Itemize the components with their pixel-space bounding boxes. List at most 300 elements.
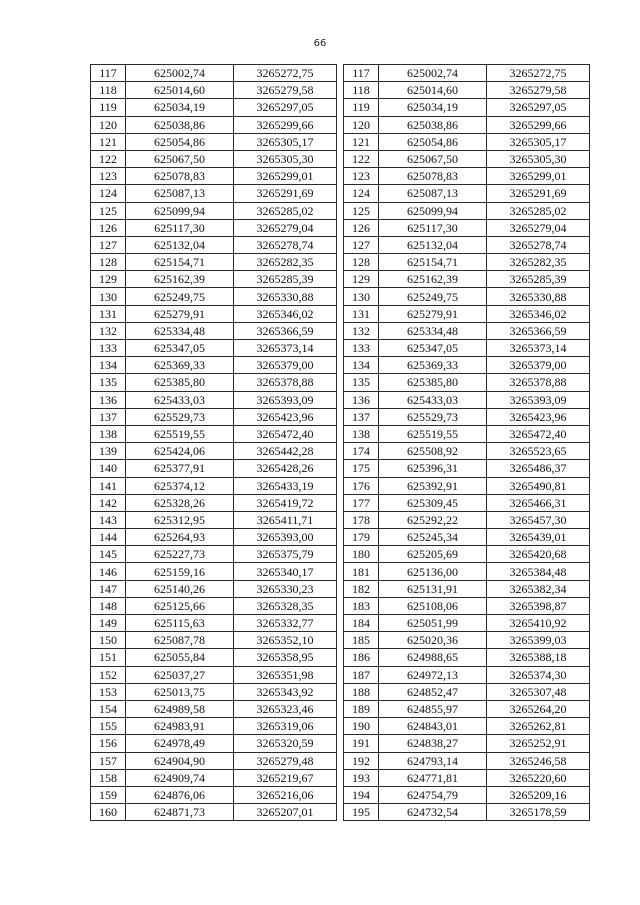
y-coordinate-cell: 3265442,28 [234, 443, 337, 460]
point-number-cell: 120 [91, 116, 126, 133]
table-row [344, 116, 590, 133]
table-row [91, 597, 337, 614]
y-coordinate-cell: 3265358,95 [234, 649, 337, 666]
y-coordinate-cell: 3265219,67 [234, 769, 337, 786]
point-number-cell: 132 [344, 322, 379, 339]
point-number-cell: 125 [91, 202, 126, 219]
table-row [344, 254, 590, 271]
table-row [91, 735, 337, 752]
point-number-cell: 118 [344, 82, 379, 99]
y-coordinate-cell: 3265299,66 [487, 116, 590, 133]
x-coordinate-cell: 625162,39 [126, 271, 234, 288]
y-coordinate-cell: 3265299,01 [487, 168, 590, 185]
y-coordinate-cell: 3265393,09 [487, 391, 590, 408]
table-row [344, 546, 590, 563]
x-coordinate-cell: 625519,55 [379, 425, 487, 442]
x-coordinate-cell: 625078,83 [379, 168, 487, 185]
x-coordinate-cell: 625020,36 [379, 632, 487, 649]
y-coordinate-cell: 3265305,30 [234, 150, 337, 167]
x-coordinate-cell: 625369,33 [379, 357, 487, 374]
x-coordinate-cell: 625117,30 [379, 219, 487, 236]
table-row [344, 65, 590, 82]
x-coordinate-cell: 624852,47 [379, 683, 487, 700]
x-coordinate-cell: 625034,19 [379, 99, 487, 116]
table-row [91, 443, 337, 460]
table-row [91, 236, 337, 253]
table-row [91, 150, 337, 167]
x-coordinate-cell: 625279,91 [379, 305, 487, 322]
x-coordinate-cell: 625131,91 [379, 580, 487, 597]
x-coordinate-cell: 625054,86 [126, 133, 234, 150]
x-coordinate-cell: 625132,04 [379, 236, 487, 253]
table-row [344, 219, 590, 236]
x-coordinate-cell: 625227,73 [126, 546, 234, 563]
point-number-cell: 156 [91, 735, 126, 752]
x-coordinate-cell: 624754,79 [379, 786, 487, 803]
x-coordinate-cell: 625392,91 [379, 477, 487, 494]
x-coordinate-cell: 625249,75 [379, 288, 487, 305]
point-number-cell: 182 [344, 580, 379, 597]
x-coordinate-cell: 624972,13 [379, 666, 487, 683]
x-coordinate-cell: 625067,50 [379, 150, 487, 167]
point-number-cell: 143 [91, 511, 126, 528]
x-coordinate-cell: 625396,31 [379, 460, 487, 477]
y-coordinate-cell: 3265279,58 [487, 82, 590, 99]
point-number-cell: 187 [344, 666, 379, 683]
y-coordinate-cell: 3265279,48 [234, 752, 337, 769]
table-row [91, 391, 337, 408]
point-number-cell: 124 [91, 185, 126, 202]
table-row [344, 649, 590, 666]
point-number-cell: 194 [344, 786, 379, 803]
table-row [344, 529, 590, 546]
y-coordinate-cell: 3265320,59 [234, 735, 337, 752]
y-coordinate-cell: 3265279,58 [234, 82, 337, 99]
point-number-cell: 125 [344, 202, 379, 219]
y-coordinate-cell: 3265285,02 [487, 202, 590, 219]
y-coordinate-cell: 3265346,02 [234, 305, 337, 322]
point-number-cell: 160 [91, 804, 126, 821]
x-coordinate-cell: 624838,27 [379, 735, 487, 752]
point-number-cell: 121 [344, 133, 379, 150]
y-coordinate-cell: 3265490,81 [487, 477, 590, 494]
table-row [344, 786, 590, 803]
table-row [344, 168, 590, 185]
x-coordinate-cell: 625117,30 [126, 219, 234, 236]
y-coordinate-cell: 3265297,05 [234, 99, 337, 116]
y-coordinate-cell: 3265366,59 [234, 322, 337, 339]
table-row [91, 254, 337, 271]
table-row [344, 632, 590, 649]
point-number-cell: 158 [91, 769, 126, 786]
table-row [344, 340, 590, 357]
table-row [344, 460, 590, 477]
table-row [344, 443, 590, 460]
x-coordinate-cell: 625347,05 [379, 340, 487, 357]
table-row [344, 408, 590, 425]
x-coordinate-cell: 625051,99 [379, 615, 487, 632]
point-number-cell: 129 [91, 271, 126, 288]
x-coordinate-cell: 625309,45 [379, 494, 487, 511]
point-number-cell: 123 [91, 168, 126, 185]
y-coordinate-cell: 3265178,59 [487, 804, 590, 821]
table-row [344, 563, 590, 580]
point-number-cell: 117 [91, 65, 126, 82]
x-coordinate-cell: 625099,94 [379, 202, 487, 219]
point-number-cell: 126 [91, 219, 126, 236]
point-number-cell: 120 [344, 116, 379, 133]
y-coordinate-cell: 3265285,02 [234, 202, 337, 219]
table-row [344, 185, 590, 202]
point-number-cell: 126 [344, 219, 379, 236]
x-coordinate-cell: 625385,80 [379, 374, 487, 391]
y-coordinate-cell: 3265340,17 [234, 563, 337, 580]
point-number-cell: 122 [91, 150, 126, 167]
point-number-cell: 146 [91, 563, 126, 580]
table-row [91, 82, 337, 99]
table-row [91, 666, 337, 683]
point-number-cell: 154 [91, 700, 126, 717]
table-row [344, 374, 590, 391]
y-coordinate-cell: 3265366,59 [487, 322, 590, 339]
y-coordinate-cell: 3265393,00 [234, 529, 337, 546]
y-coordinate-cell: 3265207,01 [234, 804, 337, 821]
y-coordinate-cell: 3265384,48 [487, 563, 590, 580]
point-number-cell: 193 [344, 769, 379, 786]
point-number-cell: 177 [344, 494, 379, 511]
y-coordinate-cell: 3265291,69 [487, 185, 590, 202]
table-row [344, 150, 590, 167]
table-row [344, 683, 590, 700]
y-coordinate-cell: 3265330,88 [234, 288, 337, 305]
point-number-cell: 153 [91, 683, 126, 700]
table-row [344, 133, 590, 150]
point-number-cell: 176 [344, 477, 379, 494]
point-number-cell: 121 [91, 133, 126, 150]
y-coordinate-cell: 3265378,88 [487, 374, 590, 391]
point-number-cell: 119 [344, 99, 379, 116]
point-number-cell: 145 [91, 546, 126, 563]
table-row [344, 322, 590, 339]
table-row [344, 425, 590, 442]
point-number-cell: 135 [91, 374, 126, 391]
y-coordinate-cell: 3265279,04 [234, 219, 337, 236]
table-row [91, 340, 337, 357]
x-coordinate-cell: 625245,34 [379, 529, 487, 546]
y-coordinate-cell: 3265378,88 [234, 374, 337, 391]
table-row [91, 116, 337, 133]
point-number-cell: 135 [344, 374, 379, 391]
table-row [344, 580, 590, 597]
point-number-cell: 150 [91, 632, 126, 649]
table-row [91, 683, 337, 700]
table-row [91, 752, 337, 769]
x-coordinate-cell: 625334,48 [126, 322, 234, 339]
y-coordinate-cell: 3265411,71 [234, 511, 337, 528]
table-row [91, 99, 337, 116]
x-coordinate-cell: 625014,60 [379, 82, 487, 99]
x-coordinate-cell: 625312,95 [126, 511, 234, 528]
y-coordinate-cell: 3265246,58 [487, 752, 590, 769]
point-number-cell: 185 [344, 632, 379, 649]
point-number-cell: 127 [344, 236, 379, 253]
y-coordinate-cell: 3265472,40 [487, 425, 590, 442]
point-number-cell: 181 [344, 563, 379, 580]
table-row [91, 271, 337, 288]
y-coordinate-cell: 3265374,30 [487, 666, 590, 683]
y-coordinate-cell: 3265410,92 [487, 615, 590, 632]
table-row [344, 357, 590, 374]
table-row [91, 374, 337, 391]
point-number-cell: 152 [91, 666, 126, 683]
table-row [91, 563, 337, 580]
x-coordinate-cell: 624855,97 [379, 700, 487, 717]
table-body-left [91, 65, 337, 821]
point-number-cell: 136 [91, 391, 126, 408]
point-number-cell: 136 [344, 391, 379, 408]
x-coordinate-cell: 625002,74 [379, 65, 487, 82]
x-coordinate-cell: 625125,66 [126, 597, 234, 614]
y-coordinate-cell: 3265379,00 [487, 357, 590, 374]
point-number-cell: 148 [91, 597, 126, 614]
x-coordinate-cell: 625205,69 [379, 546, 487, 563]
x-coordinate-cell: 625115,63 [126, 615, 234, 632]
x-coordinate-cell: 625132,04 [126, 236, 234, 253]
point-number-cell: 157 [91, 752, 126, 769]
table-row [344, 99, 590, 116]
table-row [91, 408, 337, 425]
x-coordinate-cell: 625377,91 [126, 460, 234, 477]
point-number-cell: 147 [91, 580, 126, 597]
x-coordinate-cell: 624988,65 [379, 649, 487, 666]
point-number-cell: 174 [344, 443, 379, 460]
y-coordinate-cell: 3265285,39 [487, 271, 590, 288]
x-coordinate-cell: 625136,00 [379, 563, 487, 580]
table-row [344, 597, 590, 614]
y-coordinate-cell: 3265486,37 [487, 460, 590, 477]
point-number-cell: 175 [344, 460, 379, 477]
x-coordinate-cell: 625529,73 [379, 408, 487, 425]
point-number-cell: 128 [91, 254, 126, 271]
table-row [344, 769, 590, 786]
x-coordinate-cell: 624793,14 [379, 752, 487, 769]
y-coordinate-cell: 3265305,30 [487, 150, 590, 167]
table-row [344, 718, 590, 735]
x-coordinate-cell: 625162,39 [379, 271, 487, 288]
point-number-cell: 137 [91, 408, 126, 425]
point-number-cell: 134 [91, 357, 126, 374]
table-row [91, 546, 337, 563]
x-coordinate-cell: 625433,03 [126, 391, 234, 408]
y-coordinate-cell: 3265393,09 [234, 391, 337, 408]
y-coordinate-cell: 3265272,75 [234, 65, 337, 82]
point-number-cell: 124 [344, 185, 379, 202]
y-coordinate-cell: 3265285,39 [234, 271, 337, 288]
table-row [344, 666, 590, 683]
table-row [91, 786, 337, 803]
point-number-cell: 191 [344, 735, 379, 752]
table-row [344, 305, 590, 322]
table-body-right [344, 65, 590, 821]
x-coordinate-cell: 625038,86 [126, 116, 234, 133]
y-coordinate-cell: 3265291,69 [234, 185, 337, 202]
point-number-cell: 129 [344, 271, 379, 288]
y-coordinate-cell: 3265423,96 [234, 408, 337, 425]
y-coordinate-cell: 3265282,35 [234, 254, 337, 271]
x-coordinate-cell: 625385,80 [126, 374, 234, 391]
y-coordinate-cell: 3265399,03 [487, 632, 590, 649]
y-coordinate-cell: 3265209,16 [487, 786, 590, 803]
table-row [91, 769, 337, 786]
point-number-cell: 137 [344, 408, 379, 425]
point-number-cell: 180 [344, 546, 379, 563]
point-number-cell: 139 [91, 443, 126, 460]
y-coordinate-cell: 3265216,06 [234, 786, 337, 803]
x-coordinate-cell: 624843,01 [379, 718, 487, 735]
x-coordinate-cell: 625034,19 [126, 99, 234, 116]
x-coordinate-cell: 625014,60 [126, 82, 234, 99]
table-row [91, 718, 337, 735]
y-coordinate-cell: 3265279,04 [487, 219, 590, 236]
x-coordinate-cell: 625087,13 [126, 185, 234, 202]
point-number-cell: 138 [91, 425, 126, 442]
point-number-cell: 130 [344, 288, 379, 305]
y-coordinate-cell: 3265307,48 [487, 683, 590, 700]
point-number-cell: 183 [344, 597, 379, 614]
y-coordinate-cell: 3265278,74 [234, 236, 337, 253]
x-coordinate-cell: 625054,86 [379, 133, 487, 150]
y-coordinate-cell: 3265398,87 [487, 597, 590, 614]
table-row [344, 615, 590, 632]
x-coordinate-cell: 625037,27 [126, 666, 234, 683]
table-row [91, 65, 337, 82]
y-coordinate-cell: 3265439,01 [487, 529, 590, 546]
table-row [91, 357, 337, 374]
table-row [344, 700, 590, 717]
point-number-cell: 140 [91, 460, 126, 477]
point-number-cell: 131 [344, 305, 379, 322]
table-row [91, 511, 337, 528]
point-number-cell: 159 [91, 786, 126, 803]
x-coordinate-cell: 625292,22 [379, 511, 487, 528]
point-number-cell: 130 [91, 288, 126, 305]
point-number-cell: 141 [91, 477, 126, 494]
x-coordinate-cell: 625279,91 [126, 305, 234, 322]
point-number-cell: 117 [344, 65, 379, 82]
x-coordinate-cell: 625334,48 [379, 322, 487, 339]
y-coordinate-cell: 3265523,65 [487, 443, 590, 460]
x-coordinate-cell: 624876,06 [126, 786, 234, 803]
point-number-cell: 131 [91, 305, 126, 322]
table-row [344, 202, 590, 219]
table-row [344, 752, 590, 769]
table-row [91, 700, 337, 717]
y-coordinate-cell: 3265373,14 [234, 340, 337, 357]
x-coordinate-cell: 625087,78 [126, 632, 234, 649]
y-coordinate-cell: 3265299,01 [234, 168, 337, 185]
x-coordinate-cell: 625519,55 [126, 425, 234, 442]
x-coordinate-cell: 625087,13 [379, 185, 487, 202]
table-row [344, 271, 590, 288]
y-coordinate-cell: 3265373,14 [487, 340, 590, 357]
x-coordinate-cell: 624989,58 [126, 700, 234, 717]
point-number-cell: 132 [91, 322, 126, 339]
table-row [91, 168, 337, 185]
y-coordinate-cell: 3265472,40 [234, 425, 337, 442]
y-coordinate-cell: 3265428,26 [234, 460, 337, 477]
table-row [91, 649, 337, 666]
table-row [91, 460, 337, 477]
y-coordinate-cell: 3265351,98 [234, 666, 337, 683]
x-coordinate-cell: 625108,06 [379, 597, 487, 614]
table-row [91, 133, 337, 150]
x-coordinate-cell: 625154,71 [379, 254, 487, 271]
point-number-cell: 186 [344, 649, 379, 666]
table-row [91, 477, 337, 494]
y-coordinate-cell: 3265420,68 [487, 546, 590, 563]
x-coordinate-cell: 624871,73 [126, 804, 234, 821]
table-row [91, 322, 337, 339]
x-coordinate-cell: 624732,54 [379, 804, 487, 821]
x-coordinate-cell: 625067,50 [126, 150, 234, 167]
x-coordinate-cell: 625154,71 [126, 254, 234, 271]
y-coordinate-cell: 3265297,05 [487, 99, 590, 116]
point-number-cell: 179 [344, 529, 379, 546]
y-coordinate-cell: 3265375,79 [234, 546, 337, 563]
x-coordinate-cell: 624983,91 [126, 718, 234, 735]
point-number-cell: 192 [344, 752, 379, 769]
x-coordinate-cell: 624771,81 [379, 769, 487, 786]
y-coordinate-cell: 3265433,19 [234, 477, 337, 494]
point-number-cell: 195 [344, 804, 379, 821]
point-number-cell: 155 [91, 718, 126, 735]
table-row [344, 804, 590, 821]
x-coordinate-cell: 625529,73 [126, 408, 234, 425]
x-coordinate-cell: 625369,33 [126, 357, 234, 374]
table-row [91, 632, 337, 649]
x-coordinate-cell: 625347,05 [126, 340, 234, 357]
y-coordinate-cell: 3265323,46 [234, 700, 337, 717]
x-coordinate-cell: 625140,26 [126, 580, 234, 597]
table-row [91, 615, 337, 632]
y-coordinate-cell: 3265343,92 [234, 683, 337, 700]
table-row [91, 202, 337, 219]
table-row [344, 735, 590, 752]
x-coordinate-cell: 625374,12 [126, 477, 234, 494]
point-number-cell: 144 [91, 529, 126, 546]
y-coordinate-cell: 3265379,00 [234, 357, 337, 374]
x-coordinate-cell: 624909,74 [126, 769, 234, 786]
coordinates-table-right [343, 64, 590, 821]
table-row [91, 185, 337, 202]
point-number-cell: 189 [344, 700, 379, 717]
point-number-cell: 151 [91, 649, 126, 666]
x-coordinate-cell: 624978,49 [126, 735, 234, 752]
y-coordinate-cell: 3265264,20 [487, 700, 590, 717]
table-row [344, 236, 590, 253]
point-number-cell: 190 [344, 718, 379, 735]
point-number-cell: 118 [91, 82, 126, 99]
x-coordinate-cell: 624904,90 [126, 752, 234, 769]
y-coordinate-cell: 3265305,17 [487, 133, 590, 150]
point-number-cell: 119 [91, 99, 126, 116]
table-row [344, 494, 590, 511]
x-coordinate-cell: 625013,75 [126, 683, 234, 700]
table-row [91, 494, 337, 511]
table-row [91, 425, 337, 442]
x-coordinate-cell: 625508,92 [379, 443, 487, 460]
y-coordinate-cell: 3265466,31 [487, 494, 590, 511]
